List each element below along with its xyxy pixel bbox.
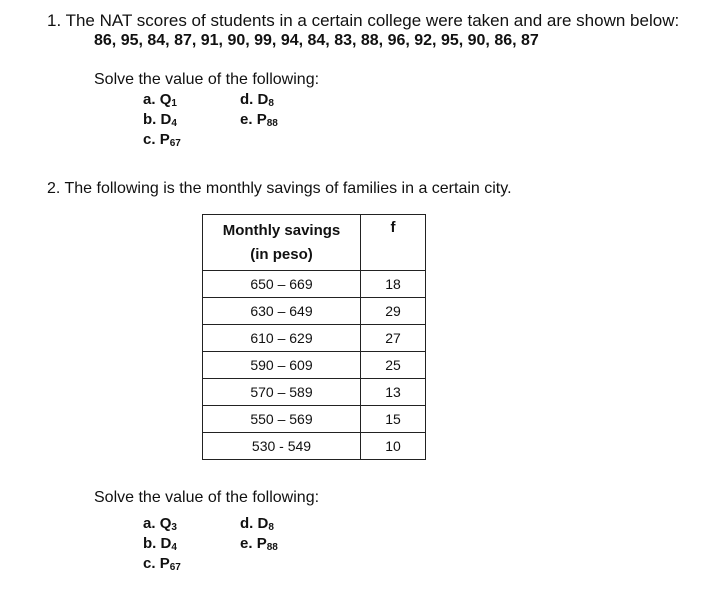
q1-item-a: a. $Q_1$ xyxy=(143,91,177,109)
class-interval-cell: 570 – 589 xyxy=(203,379,361,406)
q1-item-d: d. $D_8$ xyxy=(240,91,274,109)
q2-item-a: a. $Q_3$ xyxy=(143,515,177,533)
q1-item-e: e. $P_{88}$ xyxy=(240,111,278,129)
table-row xyxy=(203,379,426,406)
class-interval-cell: 590 – 609 xyxy=(203,352,361,379)
frequency-cell: 15 xyxy=(361,406,426,433)
question-2-prompt: 2. The following is the monthly savings of families in a certain city. xyxy=(47,180,512,197)
table-row xyxy=(203,406,426,433)
class-interval-cell: 530 - 549 xyxy=(203,433,361,460)
q2-item-d: d. $D_8$ xyxy=(240,515,274,533)
table-header-row xyxy=(203,215,426,271)
nat-scores-list: 86, 95, 84, 87, 91, 90, 99, 94, 84, 83, 88, 96, 92, 95, 90, 86, 87 xyxy=(94,32,539,49)
monthly-savings-table xyxy=(202,214,426,460)
q2-item-c: c. $P_{67}$ xyxy=(143,555,181,573)
q1-item-b: b. $D_4$ xyxy=(143,111,177,129)
question-1-solve-prompt: Solve the value of the following: xyxy=(94,71,320,88)
class-interval-cell: 650 – 669 xyxy=(203,271,361,298)
frequency-cell: 25 xyxy=(361,352,426,379)
table-row xyxy=(203,352,426,379)
question-2-solve-prompt: Solve the value of the following: xyxy=(94,489,320,506)
q1-item-c: c. $P_{67}$ xyxy=(143,131,181,149)
frequency-cell: 13 xyxy=(361,379,426,406)
header-monthly-savings: Monthly savings (in peso) xyxy=(203,215,361,271)
q2-item-e: e. $P_{88}$ xyxy=(240,535,278,553)
table-row xyxy=(203,271,426,298)
frequency-cell: 18 xyxy=(361,271,426,298)
question-1-prompt: 1. The NAT scores of students in a certain college were taken and are shown below: xyxy=(47,11,680,30)
class-interval-cell: 550 – 569 xyxy=(203,406,361,433)
class-interval-cell: 610 – 629 xyxy=(203,325,361,352)
q2-item-b: b. $D_4$ xyxy=(143,535,177,553)
table-row xyxy=(203,325,426,352)
header-frequency: f xyxy=(361,215,426,271)
frequency-cell: 27 xyxy=(361,325,426,352)
table-row xyxy=(203,298,426,325)
class-interval-cell: 630 – 649 xyxy=(203,298,361,325)
frequency-cell: 10 xyxy=(361,433,426,460)
table-row xyxy=(203,433,426,460)
frequency-cell: 29 xyxy=(361,298,426,325)
